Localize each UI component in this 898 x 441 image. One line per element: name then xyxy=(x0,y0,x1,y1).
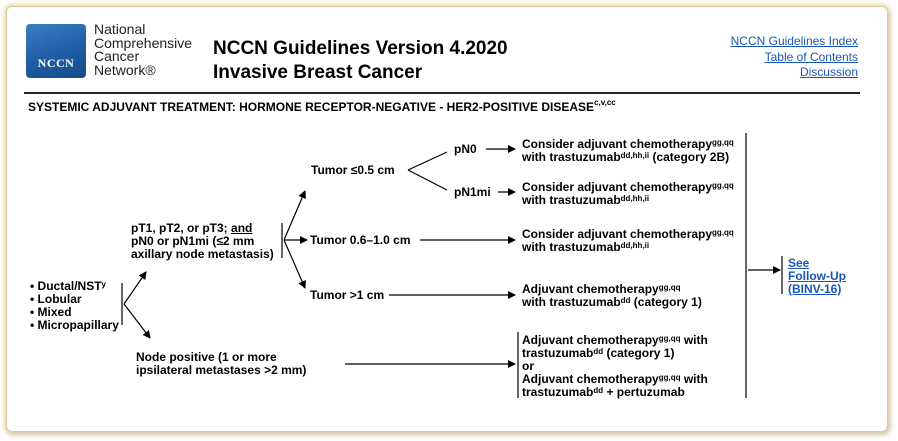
org-line-4: Network® xyxy=(94,61,156,78)
tumor-medium: Tumor 0.6–1.0 cm xyxy=(310,233,411,247)
see-followup-link[interactable]: See Follow-Up (BINV-16) xyxy=(788,256,846,296)
section-heading-footnote: c,v,cc xyxy=(594,98,616,107)
treatment-tumor-large: Adjuvant chemotherapy$^{gg,qq}$ with trastuzumab$^{dd}$ (category 1) xyxy=(522,282,702,309)
discussion-link[interactable]: Discussion xyxy=(799,65,858,79)
treatment-pn0: Consider adjuvant chemotherapy$^{gg,qq}$ with trastuzumab$^{dd,hh,ii}$ (category 2B) xyxy=(522,137,734,164)
org-line-3: Cancer xyxy=(94,48,140,64)
histology-item: • Ductal/NST$^y$ xyxy=(30,279,106,293)
org-line-2: Comprehensive xyxy=(94,34,193,51)
tumor-small: Tumor ≤0.5 cm xyxy=(311,163,395,177)
tumor-large: Tumor >1 cm xyxy=(310,288,385,302)
logo-text: NCCN xyxy=(37,56,75,70)
table-of-contents-link[interactable]: Table of Contents xyxy=(764,50,858,64)
and-underlined: and xyxy=(231,221,253,235)
node-pn1mi: pN1mi xyxy=(454,185,491,199)
or-separator: or xyxy=(522,359,534,373)
histology-item: • Mixed xyxy=(30,305,72,319)
org-line-1: National xyxy=(94,21,146,37)
node-positive-criteria: Node positive (1 or more ipsilateral metastases >2 mm) xyxy=(136,350,307,377)
histology-item: • Micropapillary xyxy=(30,318,119,332)
guideline-version-title: NCCN Guidelines Version 4.2020 xyxy=(213,38,508,59)
stage-criteria: pT1, pT2, or pT3; and pN0 or pN1mi (≤2 mm axillary node metastasis) xyxy=(131,221,274,261)
node-pn0: pN0 xyxy=(454,142,477,156)
histology-list xyxy=(30,280,119,332)
histology-footnote: y xyxy=(101,280,106,289)
guidelines-index-link[interactable]: NCCN Guidelines Index xyxy=(730,34,858,48)
histology-item: • Lobular xyxy=(30,292,82,306)
treatment-pn1mi: Consider adjuvant chemotherapy$^{gg,qq}$ with trastuzumab$^{dd,hh,ii}$ xyxy=(522,180,734,207)
section-heading-text: SYSTEMIC ADJUVANT TREATMENT: HORMONE RECEPTOR-NEGATIVE - HER2-POSITIVE DISEASE xyxy=(28,100,595,114)
treatment-node-positive: Adjuvant chemotherapy$^{gg,qq}$ with trastuzumab$^{dd}$ (category 1) or Adjuvant chemotherapy$^{gg,qq}$ with trastuzumab$^{dd}$ + pertuzumab xyxy=(522,333,708,399)
treatment-tumor-medium: Consider adjuvant chemotherapy$^{gg,qq}$ with trastuzumab$^{dd,hh,ii}$ xyxy=(522,227,734,254)
guideline-topic-title: Invasive Breast Cancer xyxy=(213,62,423,83)
